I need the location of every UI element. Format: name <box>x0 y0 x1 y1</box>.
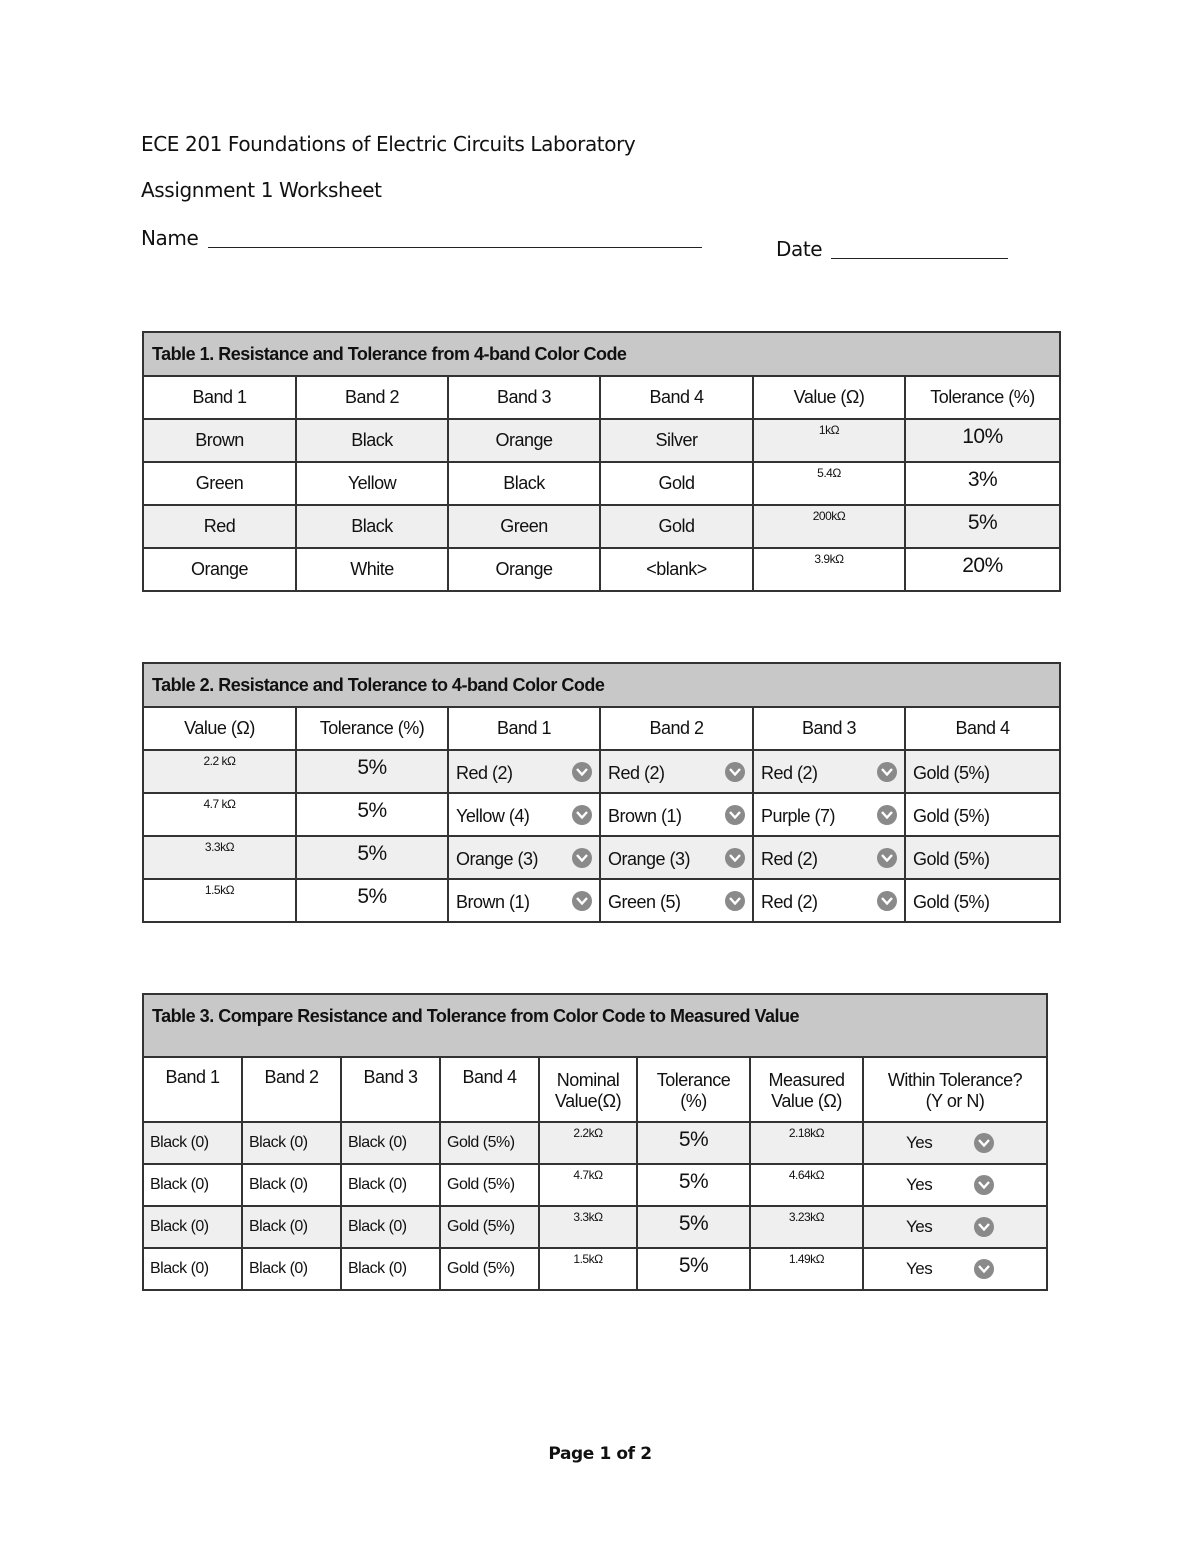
table-row <box>143 548 1060 591</box>
header-line: Band 4 <box>462 1067 517 1087</box>
table-2-value: 4.7 kΩ <box>143 793 296 836</box>
table-3-measured-input[interactable]: 2.18kΩ <box>750 1122 863 1164</box>
band4-select-value: Gold (5%) <box>913 848 990 869</box>
table-1-header-band1: Band 1 <box>143 376 296 419</box>
header-line: Measured <box>768 1070 845 1090</box>
table-row <box>143 505 1060 548</box>
band1-select[interactable] <box>448 793 600 836</box>
header-line: Value(Ω) <box>554 1091 622 1111</box>
table-row <box>143 462 1060 505</box>
table-3-band4[interactable]: Gold (5%) <box>440 1206 539 1248</box>
table-row <box>143 793 1060 836</box>
header-line: Band 3 <box>363 1067 418 1087</box>
header-line: Value (Ω) <box>771 1091 842 1111</box>
table-1-tolerance-input[interactable]: 3% <box>905 462 1060 505</box>
header-line: (Y or N) <box>925 1091 985 1111</box>
table-row <box>143 1206 1047 1248</box>
table-1-cell: Black <box>296 505 448 548</box>
band2-select-value: Brown (1) <box>608 805 682 826</box>
table-3-band1[interactable]: Black (0) <box>143 1122 242 1164</box>
worksheet-title: Assignment 1 Worksheet <box>141 178 382 202</box>
table-2-tolerance: 5% <box>296 836 448 879</box>
within-tolerance-select[interactable] <box>863 1248 1047 1290</box>
table-1-cell: Orange <box>143 548 296 591</box>
chevron-down-icon[interactable] <box>725 848 745 868</box>
band1-select[interactable] <box>448 879 600 922</box>
table-1-header-tolerance: Tolerance (%) <box>905 376 1060 419</box>
chevron-down-icon[interactable] <box>974 1259 994 1279</box>
table-1-tolerance-input[interactable]: 20% <box>905 548 1060 591</box>
table-1-value-input[interactable]: 3.9kΩ <box>753 548 905 591</box>
table-1-cell: Yellow <box>296 462 448 505</box>
table-1-cell: White <box>296 548 448 591</box>
band2-select[interactable] <box>600 836 753 879</box>
table-2 <box>142 662 1061 923</box>
table-3-band3[interactable]: Black (0) <box>341 1248 440 1290</box>
table-3-band3[interactable]: Black (0) <box>341 1206 440 1248</box>
band1-select-value: Red (2) <box>456 762 513 783</box>
chevron-down-icon[interactable] <box>877 848 897 868</box>
chevron-down-icon[interactable] <box>974 1175 994 1195</box>
header-line: Within Tolerance? <box>887 1070 1023 1090</box>
table-1-cell: <blank> <box>600 548 753 591</box>
band3-select[interactable] <box>753 793 905 836</box>
table-1-header-value: Value (Ω) <box>753 376 905 419</box>
table-1 <box>142 331 1061 592</box>
band4-select[interactable] <box>905 879 1060 922</box>
band1-select-value: Yellow (4) <box>456 805 530 826</box>
chevron-down-icon[interactable] <box>877 805 897 825</box>
band2-select-value: Green (5) <box>608 891 681 912</box>
table-1-header-band3: Band 3 <box>448 376 600 419</box>
within-tolerance-value: Yes <box>906 1259 933 1278</box>
table-3-nominal-input[interactable]: 4.7kΩ <box>539 1164 637 1206</box>
table-1-cell: Orange <box>448 548 600 591</box>
table-1-cell: Silver <box>600 419 753 462</box>
table-1-cell: Gold <box>600 462 753 505</box>
table-3-caption: Table 3. Compare Resistance and Tolerance from Color Code to Measured Value <box>143 994 1047 1057</box>
band3-select[interactable] <box>753 836 905 879</box>
table-1-header-band2: Band 2 <box>296 376 448 419</box>
table-1-header-band4: Band 4 <box>600 376 753 419</box>
band3-select[interactable] <box>753 750 905 793</box>
table-3 <box>142 993 1048 1291</box>
table-3-band4[interactable]: Gold (5%) <box>440 1248 539 1290</box>
table-1-value-input[interactable]: 1kΩ <box>753 419 905 462</box>
table-1-value-input[interactable]: 200kΩ <box>753 505 905 548</box>
table-3-header-nominal <box>539 1057 637 1122</box>
table-3-header-band1 <box>143 1057 242 1122</box>
table-3-header-band4 <box>440 1057 539 1122</box>
date-field[interactable] <box>831 258 1008 259</box>
table-3-tolerance-input[interactable]: 5% <box>637 1122 750 1164</box>
band3-select-value: Purple (7) <box>761 805 836 826</box>
chevron-down-icon[interactable] <box>725 805 745 825</box>
table-1-cell: Green <box>143 462 296 505</box>
header-line: Nominal <box>556 1070 620 1090</box>
table-2-value: 2.2 kΩ <box>143 750 296 793</box>
table-3-band1[interactable]: Black (0) <box>143 1206 242 1248</box>
band2-select[interactable] <box>600 750 753 793</box>
header-line: Band 1 <box>165 1067 220 1087</box>
table-1-cell: Brown <box>143 419 296 462</box>
table-2-tolerance: 5% <box>296 793 448 836</box>
band1-select-value: Orange (3) <box>456 848 539 869</box>
table-2-value: 1.5kΩ <box>143 879 296 922</box>
band4-select[interactable] <box>905 793 1060 836</box>
table-1-cell: Green <box>448 505 600 548</box>
table-3-band3[interactable]: Black (0) <box>341 1164 440 1206</box>
table-1-value-input[interactable]: 5.4Ω <box>753 462 905 505</box>
name-label: Name <box>141 226 199 250</box>
page-number: Page 1 of 2 <box>548 1444 652 1464</box>
table-2-tolerance: 5% <box>296 879 448 922</box>
table-3-band4[interactable]: Gold (5%) <box>440 1164 539 1206</box>
table-3-header-band3 <box>341 1057 440 1122</box>
chevron-down-icon[interactable] <box>725 891 745 911</box>
table-2-header-band2: Band 2 <box>600 707 753 750</box>
table-2-caption: Table 2. Resistance and Tolerance to 4-band Color Code <box>143 663 1060 707</box>
table-3-measured-input[interactable]: 3.23kΩ <box>750 1206 863 1248</box>
table-3-band1[interactable]: Black (0) <box>143 1248 242 1290</box>
table-3-header-within <box>863 1057 1047 1122</box>
table-1-tolerance-input[interactable]: 5% <box>905 505 1060 548</box>
table-1-caption: Table 1. Resistance and Tolerance from 4-band Color Code <box>143 332 1060 376</box>
band4-select-value: Gold (5%) <box>913 891 990 912</box>
table-row <box>143 836 1060 879</box>
table-2-header-band3: Band 3 <box>753 707 905 750</box>
table-3-tolerance-input[interactable]: 5% <box>637 1248 750 1290</box>
table-3-band2[interactable]: Black (0) <box>242 1164 341 1206</box>
within-tolerance-select[interactable] <box>863 1164 1047 1206</box>
date-label: Date <box>776 237 823 261</box>
band1-select[interactable] <box>448 750 600 793</box>
table-3-band2[interactable]: Black (0) <box>242 1248 341 1290</box>
table-2-header-tolerance: Tolerance (%) <box>296 707 448 750</box>
chevron-down-icon[interactable] <box>877 762 897 782</box>
band1-select-value: Brown (1) <box>456 891 530 912</box>
band4-select[interactable] <box>905 836 1060 879</box>
table-3-measured-input[interactable]: 4.64kΩ <box>750 1164 863 1206</box>
table-row <box>143 879 1060 922</box>
within-tolerance-value: Yes <box>906 1133 933 1152</box>
table-3-tolerance-input[interactable]: 5% <box>637 1164 750 1206</box>
table-3-band2[interactable]: Black (0) <box>242 1122 341 1164</box>
table-3-header-band2 <box>242 1057 341 1122</box>
table-row <box>143 750 1060 793</box>
table-1-tolerance-input[interactable]: 10% <box>905 419 1060 462</box>
band3-select-value: Red (2) <box>761 848 818 869</box>
table-2-tolerance: 5% <box>296 750 448 793</box>
table-2-header-band4: Band 4 <box>905 707 1060 750</box>
table-3-nominal-input[interactable]: 3.3kΩ <box>539 1206 637 1248</box>
table-3-nominal-input[interactable]: 2.2kΩ <box>539 1122 637 1164</box>
table-3-nominal-input[interactable]: 1.5kΩ <box>539 1248 637 1290</box>
name-field[interactable] <box>208 247 702 248</box>
table-1-cell: Gold <box>600 505 753 548</box>
table-3-band4[interactable]: Gold (5%) <box>440 1122 539 1164</box>
table-row <box>143 419 1060 462</box>
table-3-band1[interactable]: Black (0) <box>143 1164 242 1206</box>
within-tolerance-select[interactable] <box>863 1122 1047 1164</box>
header-line: (%) <box>680 1091 707 1111</box>
table-3-band2[interactable]: Black (0) <box>242 1206 341 1248</box>
chevron-down-icon[interactable] <box>572 891 592 911</box>
within-tolerance-select[interactable] <box>863 1206 1047 1248</box>
table-2-header-band1: Band 1 <box>448 707 600 750</box>
band1-select[interactable] <box>448 836 600 879</box>
table-3-tolerance-input[interactable]: 5% <box>637 1206 750 1248</box>
band3-select[interactable] <box>753 879 905 922</box>
table-1-cell: Black <box>296 419 448 462</box>
band4-select-value: Gold (5%) <box>913 805 990 826</box>
table-1-cell: Orange <box>448 419 600 462</box>
chevron-down-icon[interactable] <box>974 1217 994 1237</box>
header-line: Tolerance <box>656 1070 731 1090</box>
table-row <box>143 1164 1047 1206</box>
course-title: ECE 201 Foundations of Electric Circuits Laboratory <box>141 132 636 156</box>
table-1-cell: Red <box>143 505 296 548</box>
table-3-measured-input[interactable]: 1.49kΩ <box>750 1248 863 1290</box>
chevron-down-icon[interactable] <box>572 805 592 825</box>
table-row <box>143 1122 1047 1164</box>
table-3-band3[interactable]: Black (0) <box>341 1122 440 1164</box>
chevron-down-icon[interactable] <box>572 848 592 868</box>
band4-select[interactable] <box>905 750 1060 793</box>
table-row <box>143 1248 1047 1290</box>
band2-select-value: Red (2) <box>608 762 665 783</box>
band2-select[interactable] <box>600 793 753 836</box>
chevron-down-icon[interactable] <box>725 762 745 782</box>
chevron-down-icon[interactable] <box>877 891 897 911</box>
chevron-down-icon[interactable] <box>974 1133 994 1153</box>
band4-select-value: Gold (5%) <box>913 762 990 783</box>
band3-select-value: Red (2) <box>761 762 818 783</box>
table-2-value: 3.3kΩ <box>143 836 296 879</box>
table-3-header-tolerance <box>637 1057 750 1122</box>
header-line: Band 2 <box>264 1067 319 1087</box>
chevron-down-icon[interactable] <box>572 762 592 782</box>
table-3-header-measured <box>750 1057 863 1122</box>
band2-select[interactable] <box>600 879 753 922</box>
band2-select-value: Orange (3) <box>608 848 691 869</box>
table-2-header-value: Value (Ω) <box>143 707 296 750</box>
table-1-cell: Black <box>448 462 600 505</box>
within-tolerance-value: Yes <box>906 1217 933 1236</box>
band3-select-value: Red (2) <box>761 891 818 912</box>
within-tolerance-value: Yes <box>906 1175 933 1194</box>
